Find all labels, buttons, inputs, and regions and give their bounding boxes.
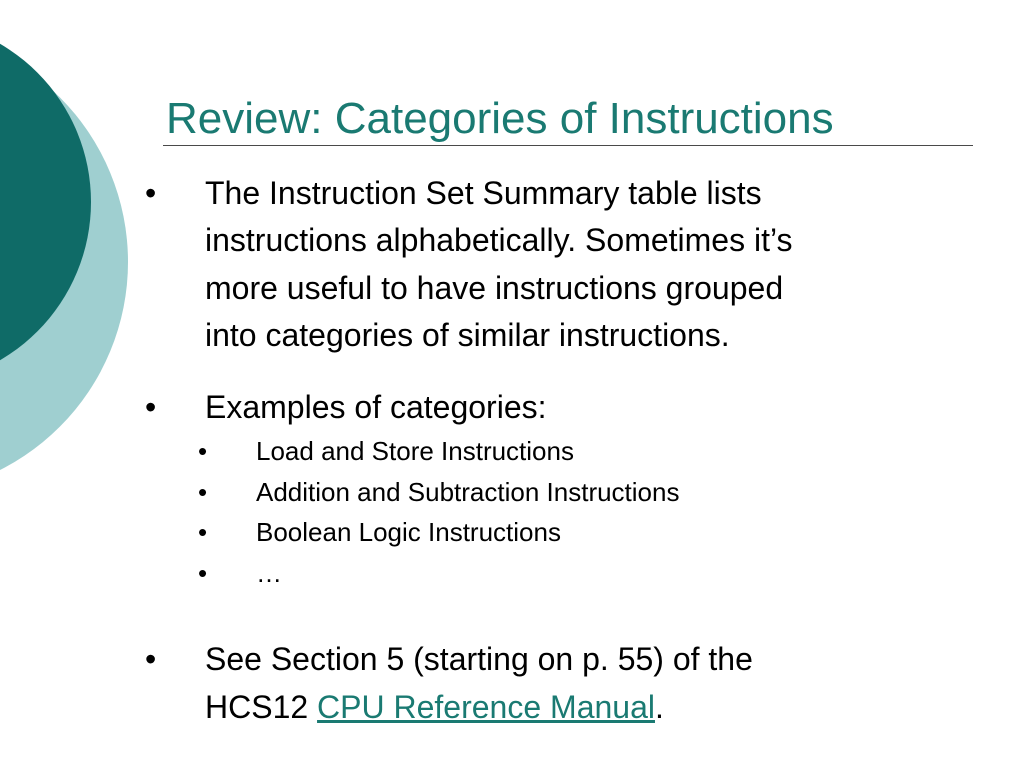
bullet-text-line: into categories of similar instructions. bbox=[205, 317, 730, 353]
bullet-text-suffix: . bbox=[654, 689, 664, 725]
sub-bullet-marker: • bbox=[198, 558, 208, 588]
sub-bullet-marker: • bbox=[198, 477, 208, 507]
bullet-text-line bbox=[205, 684, 664, 731]
bullet-marker: • bbox=[145, 641, 157, 677]
bullet-text-line: The Instruction Set Summary table lists bbox=[205, 175, 762, 211]
sub-bullet-text: Boolean Logic Instructions bbox=[256, 517, 561, 547]
sub-bullet-marker: • bbox=[198, 436, 208, 466]
sub-bullet-text: Load and Store Instructions bbox=[256, 436, 574, 466]
bullet-text-line: See Section 5 (starting on p. 55) of the bbox=[205, 641, 753, 677]
decorative-circles bbox=[0, 0, 140, 470]
bullet-text-line: Examples of categories: bbox=[205, 389, 547, 425]
sub-bullet-marker: • bbox=[198, 517, 208, 547]
bullet-text-line: more useful to have instructions grouped bbox=[205, 270, 784, 306]
cpu-reference-manual-link[interactable]: CPU Reference Manual bbox=[317, 689, 655, 725]
sub-bullet-text: Addition and Subtraction Instructions bbox=[256, 477, 680, 507]
bullet-text-line: instructions alphabetically. Sometimes it’s bbox=[205, 222, 793, 258]
slide-title: Review: Categories of Instructions bbox=[166, 94, 834, 143]
bullet-marker: • bbox=[145, 389, 157, 425]
bullet-marker: • bbox=[145, 175, 157, 211]
sub-bullet-text: … bbox=[256, 558, 282, 588]
title-underline bbox=[163, 145, 973, 146]
bullet-text-prefix: HCS12 bbox=[205, 689, 318, 725]
